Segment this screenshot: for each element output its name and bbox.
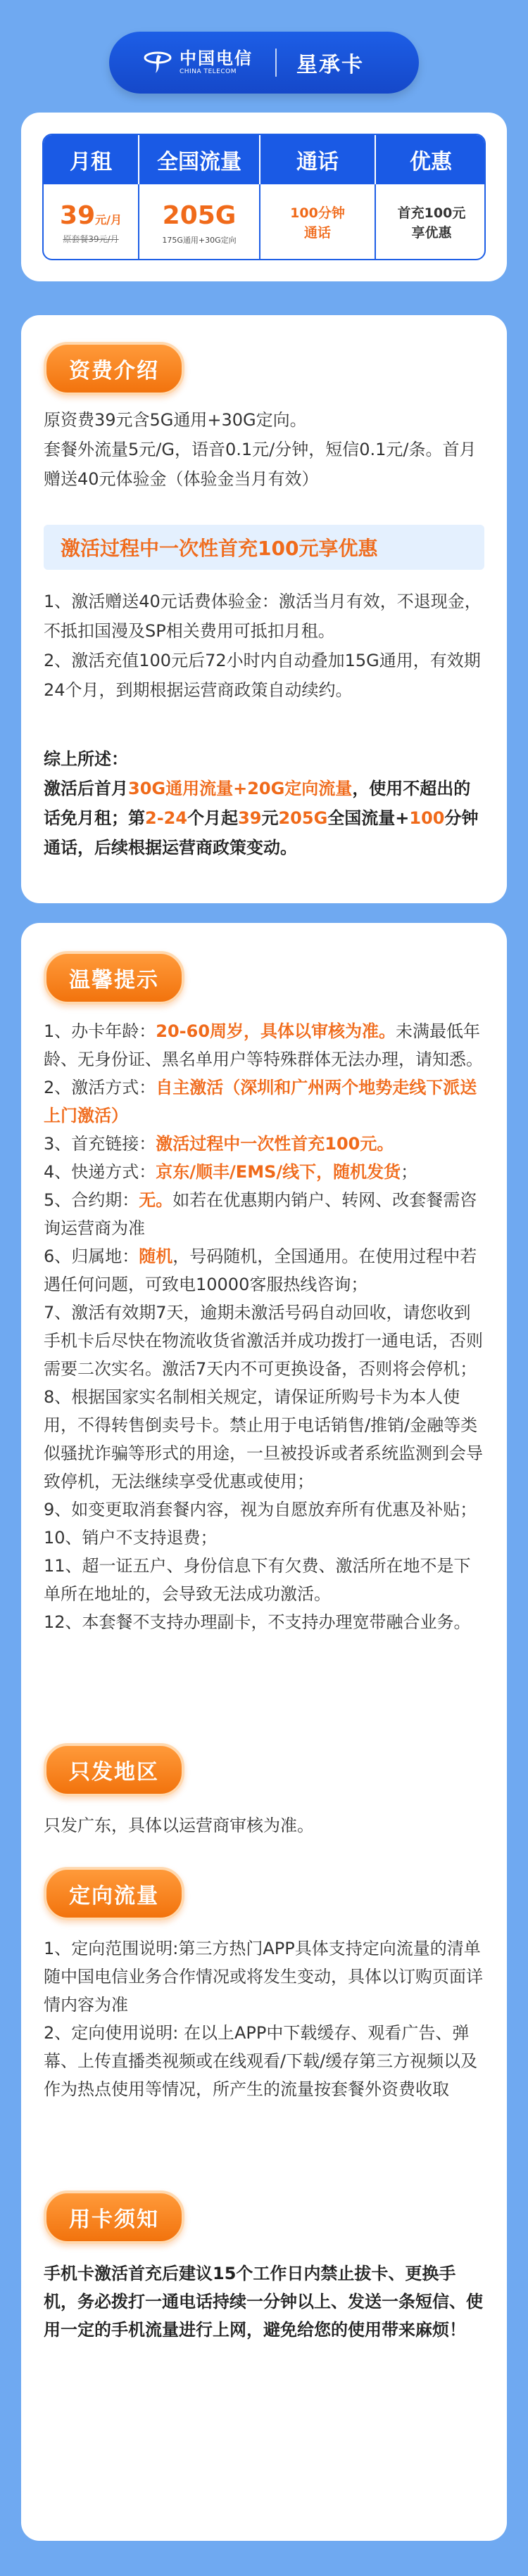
table-header-monthly-fee: 月租: [44, 135, 139, 184]
table-header-data: 全国流量: [139, 135, 260, 184]
header-pill: [109, 32, 419, 94]
original-price: 原套餐39元/月: [63, 234, 119, 244]
tip-4: 4、快递方式：京东/顺丰/EMS/线下，随机发货；: [44, 1162, 418, 1182]
benefit-line-2: 享优惠: [411, 225, 452, 241]
area-text: 只发广东，具体以运营商审核为准。: [44, 1816, 314, 1835]
price-cell: [44, 184, 139, 260]
tip-1: 1、办卡年龄：20-60周岁，具体以审核为准。未满最低年龄、无身份证、黑名单用户等特殊群体无法办理，请知悉。: [44, 1021, 483, 1069]
tip-11: 11、超一证五户、身份信息下有欠费、激活所在地不是下单所在地址的，会导致无法成功激活。: [44, 1556, 471, 1604]
card-notice-text: 手机卡激活首充后建议15个工作日内禁止拔卡、更换手机，务必拨打一通电话持续一分钟以上、发送一条短信、使用一定的手机流量进行上网，避免给您的使用带来麻烦！: [44, 2264, 483, 2340]
data-detail: 175G通用+30G定向: [162, 235, 237, 245]
table-header-benefit: 优惠: [376, 135, 486, 184]
tip-9: 9、如变更取消套餐内容，视为自愿放弃所有优惠及补贴；: [44, 1500, 477, 1519]
china-telecom-logo-icon: [143, 48, 172, 77]
fee-intro-badge: 资费介绍: [44, 342, 184, 395]
directed-note-2: 2、定向使用说明: 在以上APP中下载缓存、观看广告、弹幕、上传直播类视频或在线观看/下载/缓存第三方视频以及作为热点使用等情况，所产生的流量按套餐外资费收取: [44, 2023, 478, 2099]
calls-line-2: 通话: [303, 225, 331, 241]
plan-table: [42, 134, 486, 260]
fee-intro-card: [21, 315, 507, 903]
directed-data-badge: 定向流量: [44, 1867, 184, 1920]
summary-title: 综上所述：: [44, 749, 128, 769]
calls-cell: [260, 184, 376, 260]
fee-note-1: 1、激活赠送40元话费体验金：激活当月有效，不退现金，不抵扣国漫及SP相关费用可抵扣月租。: [44, 592, 482, 641]
plan-card: [21, 113, 507, 281]
logo-en-text: CHINA TELECOM: [180, 68, 237, 75]
table-header-calls: 通话: [260, 135, 376, 184]
fee-note-2: 2、激活充值100元后72小时内自动叠加15G通用，有效期24个月，到期根据运营商政策自动续约。: [44, 651, 481, 700]
price-unit: 元/月: [95, 213, 122, 227]
data-value: 205G: [162, 200, 237, 230]
benefit-cell: [376, 184, 486, 260]
directed-note-1: 1、定向范围说明:第三方热门APP具体支持定向流量的清单随中国电信业务合作情况或将发生变动，具体以订购页面详情内容为准: [44, 1939, 483, 2015]
fee-line-1: 原资费39元含5G通用+30G定向。: [44, 410, 307, 430]
fee-summary: [44, 744, 487, 862]
header-divider: [275, 49, 277, 77]
first-recharge-highlight: 激活过程中一次性首充100元享优惠: [44, 525, 484, 570]
tips-badge: 温馨提示: [44, 951, 184, 1005]
directed-data-text: [44, 1934, 487, 2103]
logo-cn-text: 中国电信: [180, 49, 253, 68]
fee-line-2: 套餐外流量5元/G，语音0.1元/分钟，短信0.1元/条。首月赠送40元体验金（体验金当月有效）: [44, 440, 477, 489]
fee-notes: [44, 587, 487, 705]
tip-5: 5、合约期：无。如若在优惠期内销户、转网、改套餐需咨询运营商为准: [44, 1190, 477, 1238]
price-value: 39: [60, 201, 96, 230]
data-cell: [139, 184, 260, 260]
tip-6: 6、归属地：随机，号码随机，全国通用。在使用过程中若遇任何问题，可致电10000客服热线咨询；: [44, 1246, 477, 1294]
tip-3: 3、首充链接：激活过程中一次性首充100元。: [44, 1134, 394, 1154]
benefit-line-1: 首充100元: [397, 205, 466, 221]
china-telecom-logo: [143, 48, 253, 77]
page-title: 星承卡: [296, 53, 364, 77]
summary-text: 激活后首月30G通用流量+20G定向流量，使用不超出的话免月租；第2-24个月起39元205G全国流量+100分钟通话，后续根据运营商政策变动。: [44, 779, 479, 857]
tip-2: 2、激活方式：自主激活（深圳和广州两个地势走线下派送上门激活）: [44, 1078, 477, 1126]
tips-list: [44, 1017, 487, 1636]
tips-card: [21, 923, 507, 2541]
calls-line-1: 100分钟: [290, 205, 345, 221]
fee-intro-text: [44, 405, 487, 494]
area-badge: 只发地区: [44, 1743, 184, 1797]
tip-7: 7、激活有效期7天，逾期未激活号码自动回收，请您收到手机卡后尽快在物流收货省激活并成功拨打一通电话，否则需要二次实名。激活7天内不可更换设备，否则将会停机；: [44, 1303, 483, 1379]
tip-8: 8、根据国家实名制相关规定，请保证所购号卡为本人使用，不得转售倒卖号卡。禁止用于电话销售/推销/金融等类似骚扰诈骗等形式的用途，一旦被投诉或者系统监测到会导致停机，无法继续享受优惠或使用；: [44, 1387, 483, 1491]
tip-12: 12、本套餐不支持办理副卡，不支持办理宽带融合业务。: [44, 1612, 471, 1632]
card-notice-badge: 用卡须知: [44, 2191, 184, 2244]
tip-10: 10、销户不支持退费；: [44, 1528, 218, 1548]
